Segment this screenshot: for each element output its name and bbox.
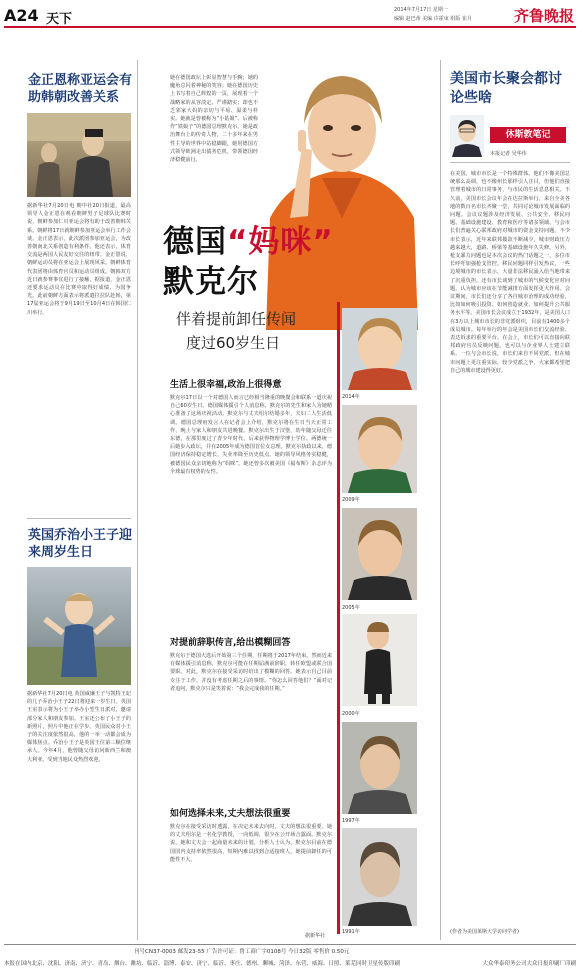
page-footer	[4, 944, 576, 967]
footer-print-sites: 本报在国内北京、沈阳、济南、济宁、青岛、烟台、潍坊、临沂、淄博、泰安、济宁、临沂、枣庄、德州、聊城、菏泽、东营、威海、日照、莱芜同时卫星传版印刷	[4, 961, 401, 967]
footer-printer: 大众华泰印务公司大众日报印刷厂印刷	[482, 961, 576, 967]
section2-heading: 对提前辞职传言,给出模糊回答	[170, 638, 291, 648]
caption-2014: 2014年	[342, 394, 360, 400]
footer-registration: 刊号CN37-0003 邮发23-55 广告许可证：鲁工商广字0108号 今日32版 零售价 0.50元	[134, 949, 350, 955]
merkel-2005-photo	[342, 508, 417, 600]
timeline-bar	[337, 302, 340, 934]
section-name: 天下	[46, 12, 73, 27]
prince-george-photo	[27, 567, 131, 685]
headline-part1: 德国	[163, 224, 227, 260]
feature-intro: 她在德国政坛上彰显智慧与手腕；她的魔角总闪着神秘的笑容；她在德国历史上书写着自己辉煌的一页，展现着一个战略家的从容淡定、严谨踏实；却也不乏邻家大妈的亲切与平易、温柔与朴实。她就是曾被称为“小姑娘”、后被称作“铁娘子”的德国总理默克尔。她是政治舞台上的传奇人物，二十多年来在男性主导的世界中站稳脚跟，她用德国方式领导欧洲走出债务危机，带领德国经济稳健前行。	[170, 75, 258, 164]
column-badge: 休斯敦笔记	[490, 127, 566, 143]
author-photo	[450, 115, 484, 157]
column-rule	[440, 60, 441, 940]
caption-2000: 2000年	[342, 711, 360, 717]
headline-quote: “妈咪”	[227, 224, 334, 260]
section3-heading: 如何选择未来,丈夫想法很重要	[170, 809, 291, 819]
caption-1991: 1991年	[342, 929, 360, 935]
issue-date: 2014年7月17日 星期一	[394, 7, 448, 13]
merkel-2014-photo	[342, 308, 417, 390]
section3-body: 默克尔在接受采访时透露，在决定未来去向时，丈夫的想法很重要。她的丈夫绍尔是一名化学教授，一向低调，很少在公开场合露面。默克尔说，她和丈夫会一起商量未来的计划。分析人士认为，默克尔目前在德国国内支持率依然很高，短期内难以找到合适接班人，她提前卸任的可能性不大。	[170, 824, 332, 863]
story1-title: 金正恩称亚运会有助韩朝改善关系	[28, 73, 133, 105]
subheadline-2: 度过60岁生日	[186, 334, 281, 352]
merkel-main-photo	[262, 38, 422, 330]
section2-body: 默克尔于德国大选后开始第三个任期，任期将于2017年结束。然而近来有媒体援引消息称，默克尔可能在任期届满前辞职，转任欧盟或联合国要职。对此，默克尔在接受采访时给出了模糊的回答。她表示自己目前专注于工作，并没有考虑任期之后的事情。“你怎么回答他们？”面对记者追问，默克尔只是笑着说：“我会完成我的任期。”	[170, 653, 332, 692]
author-note: (作者为美国莱斯大学访问学者)	[450, 929, 519, 935]
headline-line1	[163, 222, 334, 262]
caption-2009: 2009年	[342, 497, 360, 503]
right-title: 美国市长聚会都讨论些啥	[450, 71, 562, 106]
section1-body: 默克尔17日以一个对德国人而言已经相当隆重的晚餐会和联系一道庆祝自己60岁生日。德国媒体援引个人消息称，默克尔的先生和家人为她精心准备了这场庆祝活动。默克尔与丈夫绍尔结婚多年，夫妇二人生活低调。德国总理府发言人在记者会上介绍，默克尔将在生日当天正常工作，晚上与家人和朋友共进晚餐。默克尔出生于汉堡，幼年随父母迁往东德，在那里度过了青少年时代，后来获得物理学博士学位。两德统一后她步入政坛，并在2005年成为德国首位女总理。默克尔执政以来，德国经济保持稳定增长，失业率降至历史低点。她的领导风格务实稳健，被德国民众亲切地称为“妈咪”。她还曾多次被美国《福布斯》杂志评为全球最有权势的女性。	[170, 395, 332, 475]
story2-body: 据新华社7月20日电 英国威廉王子与凯特王妃的儿子乔治小王子22日将迎来一岁生日。英国王室表示将为小王子举办小型生日派对，邀请部分家人和朋友参加。王室还公布了小王子的新照片，照片中他正在学步。英国民众对小王子的关注度依然很高，他的一举一动都会成为媒体焦点。乔治小王子是英国王位第三顺位继承人。今年4月，他曾随父母访问新西兰和澳大利亚，受到当地民众热烈欢迎。	[27, 691, 131, 763]
divider	[450, 162, 570, 163]
caption-2005: 2005年	[342, 605, 360, 611]
caption-1997: 1997年	[342, 818, 360, 824]
right-body: 在美国，城市市长是一个特殊群体。他们不像美国总统那么高调，也不像州长那样引人注目，但他们直接管理着城市的日常事务，与市民的生活息息相关。不久前，美国市长会议年会在达拉斯举行，来自全美各地的数百名市长齐聚一堂，共同讨论城市发展面临的问题。会议议题涉及经济发展、公共安全、移民问题、基础设施建设、教育和医疗等诸多领域。与会市长们普遍关心联邦政府对城市的资金支持问题。不少市长表示，近年来联邦拨款不断减少，城市财政压力越来越大，道路、桥梁等基础设施年久失修。另外，枪支暴力问题也是本次会议的热门话题之一，多位市长呼吁加强枪支管控。移民问题同样引发热议，一些边境城市的市长表示，大量非法移民涌入给当地带来了沉重负担。还有市长谈到了城市的气候变化应对问题，认为城市应该在节能减排方面发挥更大作用。会议期间，市长们还分享了各自城市治理的成功经验，比如如何吸引投资、如何创造就业、如何提升公共服务水平等。美国市长会议成立于1932年，是美国人口在3万以上城市市长的非党派组织，目前有1400多个成员城市。每年举行的年会是美国市长们交流经验、表达诉求的重要平台。在会上，市长们可以直接向联邦政府官员反映问题，也可以与企业界人士建立联系。一位与会市长说，市长们来自不同党派，但在城市问题上更注重实际，较少党派之争，大家都希望把自己的城市建设得更好。	[450, 171, 570, 374]
merkel-1991-photo	[342, 828, 417, 926]
subheadline-1: 伴着提前卸任传闻	[176, 310, 297, 328]
author-credit: 本报记者 吴华伟	[490, 151, 527, 157]
merkel-1997-photo	[342, 722, 417, 814]
feature-byline: 据新华社	[305, 933, 326, 939]
section1-heading: 生活上很幸福,政治上很得意	[170, 380, 282, 390]
page-code: A24	[4, 6, 39, 25]
merkel-2009-photo	[342, 405, 417, 493]
editor-credits: 编辑 赵巴蒂 美编 许霍束 组版 崔月	[394, 16, 472, 22]
newspaper-logo: 齐鲁晚报	[513, 7, 574, 25]
divider	[27, 518, 131, 519]
column-rule	[137, 60, 138, 940]
kim-jong-un-photo	[27, 113, 131, 197]
story1-body: 据新华社7月20日电 朝中社20日报道，最高领导人金正恩在观看朝鲜男子足球队比赛时说，朝鲜参加仁川亚运会将有助于改善朝韩关系。朝鲜将17日就朝鲜参加亚运会举行工作会谈。金正恩表示，此次派团参加亚运会，为改善朝南北关系创造有利条件。他还表示，体育交流是两国人民友好交往的纽带。金正恩说，朝鲜运动员将在亚运会上展现风采。朝鲜体育代表团将由体育官员和运动员组成。朝韩双方近日就参赛事宜进行了接触，据报道，金正恩还要求运动员在比赛中取得好成绩，为国争光。此前朝鲜方面表示将派遣拉拉队赴韩，第17届亚运会将于9月19日至10月4日在韩国仁川举行。	[27, 203, 131, 316]
merkel-2000-photo	[342, 614, 417, 706]
story2-title: 英国乔治小王子迎来周岁生日	[28, 528, 133, 560]
headline-line2: 默克尔	[163, 264, 259, 300]
page-header	[4, 4, 576, 28]
